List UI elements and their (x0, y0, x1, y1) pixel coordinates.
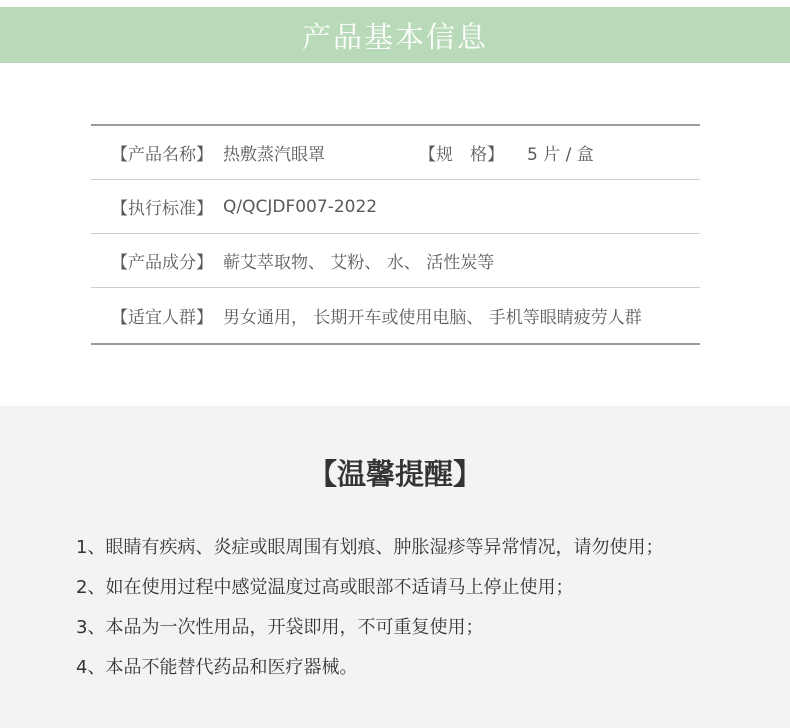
info-label: 【产品名称】 (111, 145, 213, 165)
info-row-target-users (91, 288, 700, 343)
info-row-product-name (91, 126, 700, 180)
header-banner (0, 7, 790, 63)
tips-section (0, 406, 790, 728)
info-row-standard (91, 180, 700, 234)
info-value: Q/QCJDF007-2022 (223, 196, 378, 217)
page-title: 产品基本信息 (301, 19, 488, 54)
tips-list (76, 534, 663, 694)
list-item: 2、如在使用过程中感觉温度过高或眼部不适请马上停止使用； (76, 577, 574, 598)
info-label: 【执行标准】 (111, 199, 213, 219)
list-item: 4、本品不能替代药品和医疗器械。 (76, 657, 358, 678)
info-row-ingredients (91, 234, 700, 288)
list-item: 1、眼睛有疾病、炎症或眼周围有划痕、肿胀湿疹等异常情况，请勿使用； (76, 537, 664, 558)
info-label: 【适宜人群】 (111, 308, 213, 328)
info-value: 蕲艾萃取物、 艾粉、 水、 活性炭等 (223, 253, 495, 273)
list-item: 3、本品为一次性用品，开袋即用，不可重复使用； (76, 617, 484, 638)
info-label: 【产品成分】 (111, 253, 213, 273)
tips-title: 【温馨提醒】 (307, 457, 482, 491)
spec-label: 【规 格】 (419, 145, 504, 165)
product-info-table (91, 124, 700, 345)
spec-value: 5 片 / 盒 (527, 145, 594, 165)
info-value: 热敷蒸汽眼罩 (223, 145, 325, 165)
info-value: 男女通用， 长期开车或使用电脑、 手机等眼睛疲劳人群 (223, 308, 642, 328)
